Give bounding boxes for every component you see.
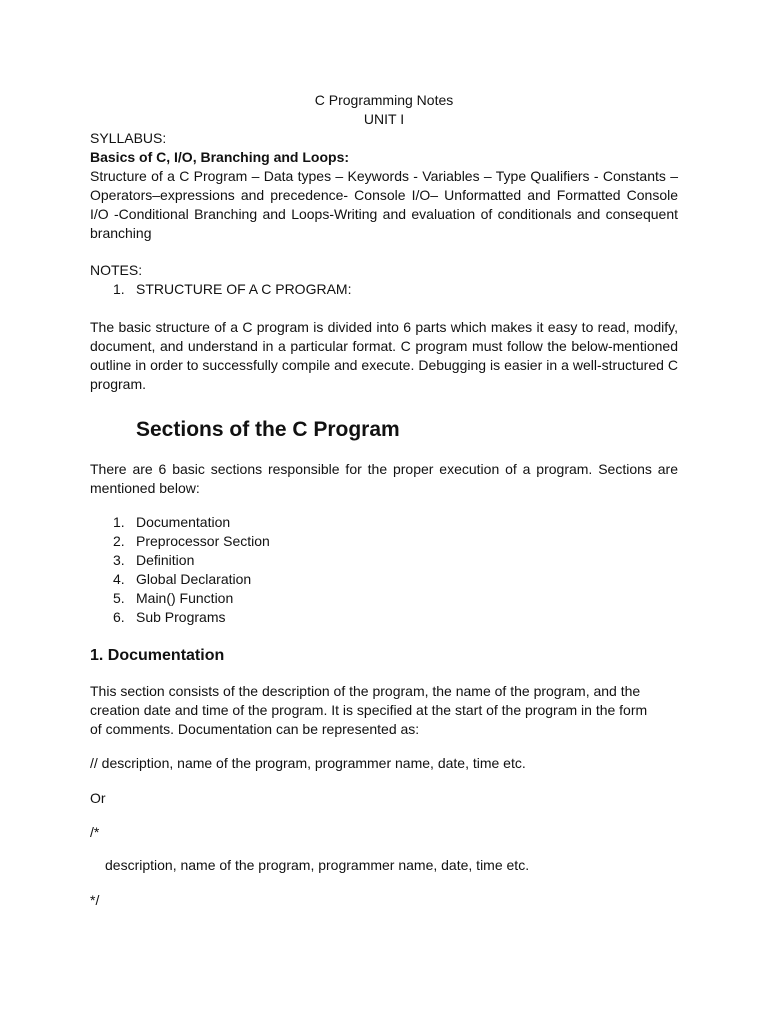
documentation-example-line: // description, name of the program, programmer name, date, time etc. bbox=[90, 755, 526, 771]
list-number: 6. bbox=[113, 609, 125, 625]
list-number: 3. bbox=[113, 552, 125, 568]
list-number: 2. bbox=[113, 533, 125, 549]
notes-intro-paragraph: The basic structure of a C program is divided into 6 parts which makes it easy to read, modify, document, and understand in a particular format. C program must follow the below-mentioned outline in order to successfully compile and execute. Debugging is easier in a well-structured C program. bbox=[90, 319, 678, 392]
or-text: Or bbox=[90, 790, 106, 806]
list-number: 4. bbox=[113, 571, 125, 587]
unit-label: UNIT I bbox=[363, 111, 405, 127]
list-text: Definition bbox=[136, 552, 195, 568]
comment-close: */ bbox=[90, 892, 100, 908]
documentation-example-block: description, name of the program, programmer name, date, time etc. bbox=[105, 857, 530, 873]
list-text: Sub Programs bbox=[136, 609, 226, 625]
documentation-heading: 1. Documentation bbox=[90, 647, 225, 664]
list-number: 5. bbox=[113, 590, 125, 606]
comment-open: /* bbox=[90, 824, 100, 840]
list-number: 1. bbox=[113, 514, 125, 530]
documentation-paragraph: This section consists of the description of the program, the name of the program, and the creation date and time of the program. It is specified at the start of the program in the form of comments. Documentation can be represented as: bbox=[90, 683, 648, 737]
document-title: C Programming Notes bbox=[314, 92, 454, 108]
list-text: Preprocessor Section bbox=[136, 533, 270, 549]
list-text: Global Declaration bbox=[136, 571, 252, 587]
list-text: Documentation bbox=[136, 514, 231, 530]
sections-heading: Sections of the C Program bbox=[136, 418, 400, 441]
list-number: 1. bbox=[113, 281, 125, 297]
syllabus-label: SYLLABUS: bbox=[90, 130, 167, 146]
sections-intro-paragraph: There are 6 basic sections responsible for the proper execution of a program. Sections are mentioned below: bbox=[90, 461, 678, 496]
list-text: STRUCTURE OF A C PROGRAM: bbox=[136, 281, 352, 297]
syllabus-text: Structure of a C Program – Data types – Keywords - Variables – Type Qualifiers - Constants – Operators–expressions and precedence- Console I/O– Unformatted and Formatted Console I/O -Conditional Branching and Loops-Writing and evaluation of conditionals and consequent branching bbox=[90, 168, 678, 241]
list-text: Main() Function bbox=[136, 590, 234, 606]
syllabus-heading: Basics of C, I/O, Branching and Loops: bbox=[90, 149, 350, 165]
notes-label: NOTES: bbox=[90, 262, 143, 278]
